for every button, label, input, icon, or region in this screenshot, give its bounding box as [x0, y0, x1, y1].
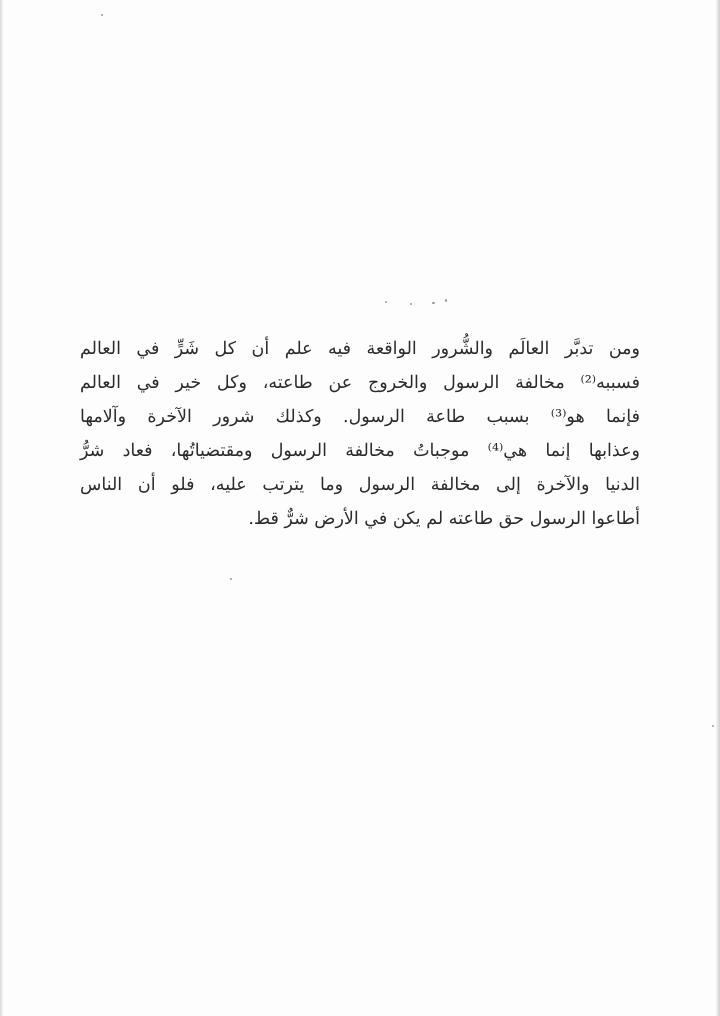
paragraph-line-6: أطاعوا الرسول حق طاعته لم يكن في الأرض شرٌّ قط. [248, 509, 640, 529]
paragraph-line-3: فإنما هو⁽³⁾ بسبب طاعة الرسول. وكذلك شرور الآخرة وآلامها [80, 407, 640, 427]
paragraph-line-2: فسببه⁽²⁾ مخالفة الرسول والخروج عن طاعته، وكل خير في العالم [80, 373, 640, 393]
paragraph-line-5: الدنيا والآخرة إلى مخالفة الرسول وما يترتب عليه، فلو أن الناس [80, 475, 640, 495]
scan-speck [101, 14, 103, 16]
paragraph-line-4: وعذابها إنما هي⁽⁴⁾ موجباتُ مخالفة الرسول ومقتضياتُها، فعاد شرُّ [80, 441, 640, 461]
page-right-edge-shadow [716, 0, 720, 1016]
body-paragraph [80, 332, 640, 536]
scan-speck [712, 725, 714, 727]
paragraph-line-1: ومن تدبَّر العالَم والشُّرور الواقعة فيه علم أن كل شَرٍّ في العالم [80, 339, 640, 359]
scan-speck [230, 578, 232, 580]
page-left-edge-shadow [0, 0, 3, 1016]
scan-speck [432, 302, 435, 304]
scan-speck [410, 303, 412, 305]
scan-speck [385, 301, 387, 303]
scan-speck [445, 299, 447, 302]
